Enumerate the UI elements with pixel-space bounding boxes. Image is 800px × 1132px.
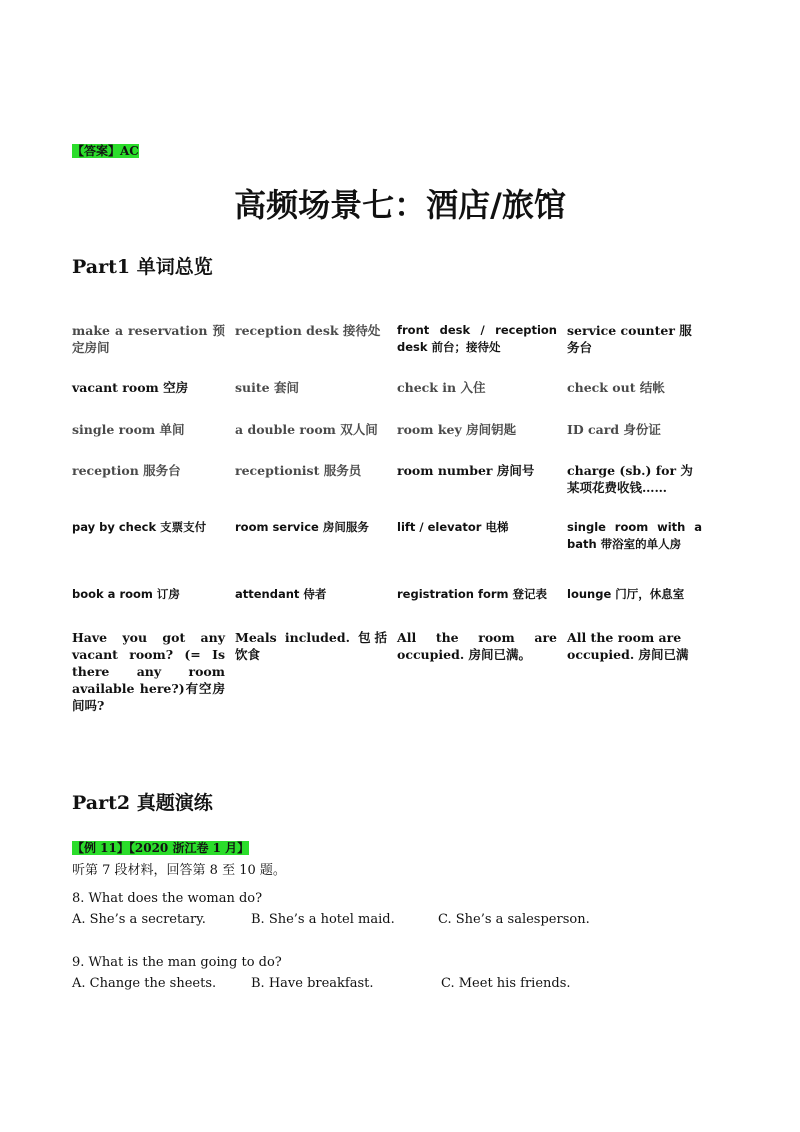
vocab-cell: front desk / reception desk 前台；接待处 bbox=[397, 323, 557, 354]
vocab-cell: receptionist 服务员 bbox=[235, 463, 362, 478]
vocab-cell: check in 入住 bbox=[397, 380, 486, 395]
vocab-cell: check out 结帐 bbox=[567, 380, 665, 395]
vocab-cell: single room with a bath 带浴室的单人房 bbox=[567, 520, 702, 551]
vocab-cell: suite 套间 bbox=[235, 380, 299, 395]
vocab-cell: room number 房间号 bbox=[397, 463, 535, 478]
option-9a: A. Change the sheets. bbox=[72, 976, 217, 991]
question-8: 8. What does the woman do? bbox=[72, 891, 263, 906]
vocab-cell: attendant 侍者 bbox=[235, 587, 327, 601]
option-9b: B. Have breakfast. bbox=[251, 976, 374, 991]
page-title: 高频场景七：酒店/旅馆 bbox=[234, 186, 566, 224]
vocab-cell: book a room 订房 bbox=[72, 587, 180, 601]
vocab-cell: room service 房间服务 bbox=[235, 520, 369, 534]
vocab-cell: reception desk 接待处 bbox=[235, 323, 381, 338]
vocab-cell: charge (sb.) for 为某项花费收钱…… bbox=[567, 463, 693, 495]
example-tag: 【例 11】【2020 浙江卷 1 月】 bbox=[72, 841, 250, 855]
part1-heading: Part1 单词总览 bbox=[72, 256, 213, 278]
vocab-cell: ID card 身份证 bbox=[567, 422, 661, 437]
vocab-cell: lounge 门厅，休息室 bbox=[567, 587, 685, 601]
vocab-cell: lift / elevator 电梯 bbox=[397, 520, 509, 534]
vocab-cell: vacant room 空房 bbox=[72, 380, 189, 395]
vocab-cell: All the room are occupied. 房间已满。 bbox=[397, 630, 557, 662]
vocab-row bbox=[72, 322, 712, 379]
option-8a: A. She’s a secretary. bbox=[72, 912, 206, 927]
vocab-cell: Have you got any vacant room? (= Is there any room available here?)有空房间吗? bbox=[72, 630, 225, 713]
vocab-cell: All the room are occupied. 房间已满 bbox=[567, 630, 689, 662]
vocab-cell: Meals included. 包括饮食 bbox=[235, 630, 387, 662]
vocab-cell: pay by check 支票支付 bbox=[72, 520, 207, 534]
option-9c: C. Meet his friends. bbox=[441, 976, 571, 991]
vocab-row bbox=[72, 421, 712, 462]
vocab-table bbox=[72, 322, 712, 719]
part2-heading: Part2 真题演练 bbox=[72, 792, 213, 814]
answer-tag: 【答案】AC bbox=[72, 144, 139, 158]
vocab-row bbox=[72, 629, 712, 719]
vocab-cell: a double room 双人间 bbox=[235, 422, 378, 437]
vocab-cell: reception 服务台 bbox=[72, 463, 181, 478]
vocab-cell: single room 单间 bbox=[72, 422, 185, 437]
vocab-row bbox=[72, 462, 712, 519]
vocab-cell: room key 房间钥匙 bbox=[397, 422, 517, 437]
vocab-cell: registration form 登记表 bbox=[397, 587, 548, 601]
vocab-row bbox=[72, 379, 712, 421]
vocab-row bbox=[72, 519, 712, 586]
option-8c: C. She’s a salesperson. bbox=[438, 912, 590, 927]
vocab-cell: service counter 服务台 bbox=[567, 323, 692, 355]
vocab-cell: make a reservation 预定房间 bbox=[72, 323, 225, 355]
instruction: 听第 7 段材料，回答第 8 至 10 题。 bbox=[72, 863, 286, 878]
vocab-row bbox=[72, 586, 712, 629]
option-8b: B. She’s a hotel maid. bbox=[251, 912, 395, 927]
question-9: 9. What is the man going to do? bbox=[72, 955, 282, 970]
